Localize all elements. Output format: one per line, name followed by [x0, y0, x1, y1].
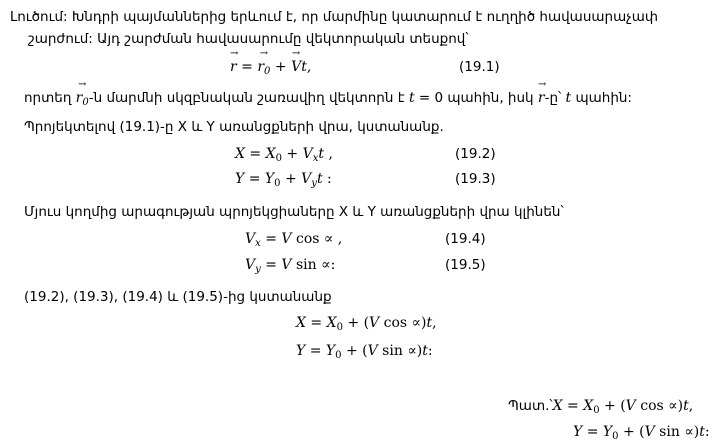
equation-number: (19.5): [445, 257, 486, 273]
text-fragment: որտեղ: [24, 90, 76, 106]
text-fragment: = 0 պահին, իսկ: [414, 90, 538, 106]
equation-19-3: $Y = Y_0 + V_yt$ :: [235, 171, 332, 189]
answer-line-y: $Y = Y_0 + (V$ sin ∝)t:: [573, 424, 710, 442]
paragraph-line: Մյուս կողմից արագության պրոյեկցիաները X և Y առանցքների վրա կլինեն՝: [24, 204, 564, 220]
result-equation-x: $X = X_0 + (V$ cos ∝)t,: [296, 315, 437, 333]
paragraph-line: շարժում: Այդ շարժման հավասարումը վեկտորական տեսքով՝: [28, 31, 469, 47]
equation-19-2: $X = X_0 + V_xt$ ,: [235, 146, 333, 164]
paragraph-line: որտեղ → $r_0-ն$ մարմնի սկզբնական շառավիղ վեկտորն է t = 0 պահին, իսկ → r-ը՝ t պահին:: [24, 89, 632, 107]
text-fragment: պահին:: [571, 90, 632, 106]
equation-19-4: $V_x = V$ cos ∝ ,: [245, 231, 343, 249]
equation-19-1: → r = → $r_0$ + → Vt,: [230, 58, 311, 76]
answer-line-x: Պատ.՝X = $X_0 + (V$ cos ∝)t,: [508, 398, 694, 416]
equation-number: (19.4): [445, 231, 486, 247]
equation-number: (19.3): [455, 171, 496, 187]
result-equation-y: $Y = Y_0 + (V$ sin ∝)t:: [296, 343, 433, 361]
text-fragment: -ը՝: [544, 90, 566, 106]
paragraph-line: Լուծում: Խնդրի պայմաններից երևում է, որ մարմինը կատարում է ուղղիծ հավասարաչափ: [10, 9, 658, 25]
paragraph-line: (19.2), (19.3), (19.4) և (19.5)-ից կստանանք: [24, 289, 332, 305]
equation-19-5: $V_y = V$ sin ∝:: [245, 257, 336, 275]
text-fragment: -ն մարմնի սկզբնական շառավիղ վեկտորն է: [88, 90, 409, 106]
paragraph-line: Պրոյեկտելով (19.1)-ը X և Y առանցքների վրա, կստանանք.: [24, 119, 444, 135]
equation-number: (19.1): [459, 59, 500, 75]
equation-number: (19.2): [455, 146, 496, 162]
answer-label: Պատ.՝: [508, 398, 553, 414]
